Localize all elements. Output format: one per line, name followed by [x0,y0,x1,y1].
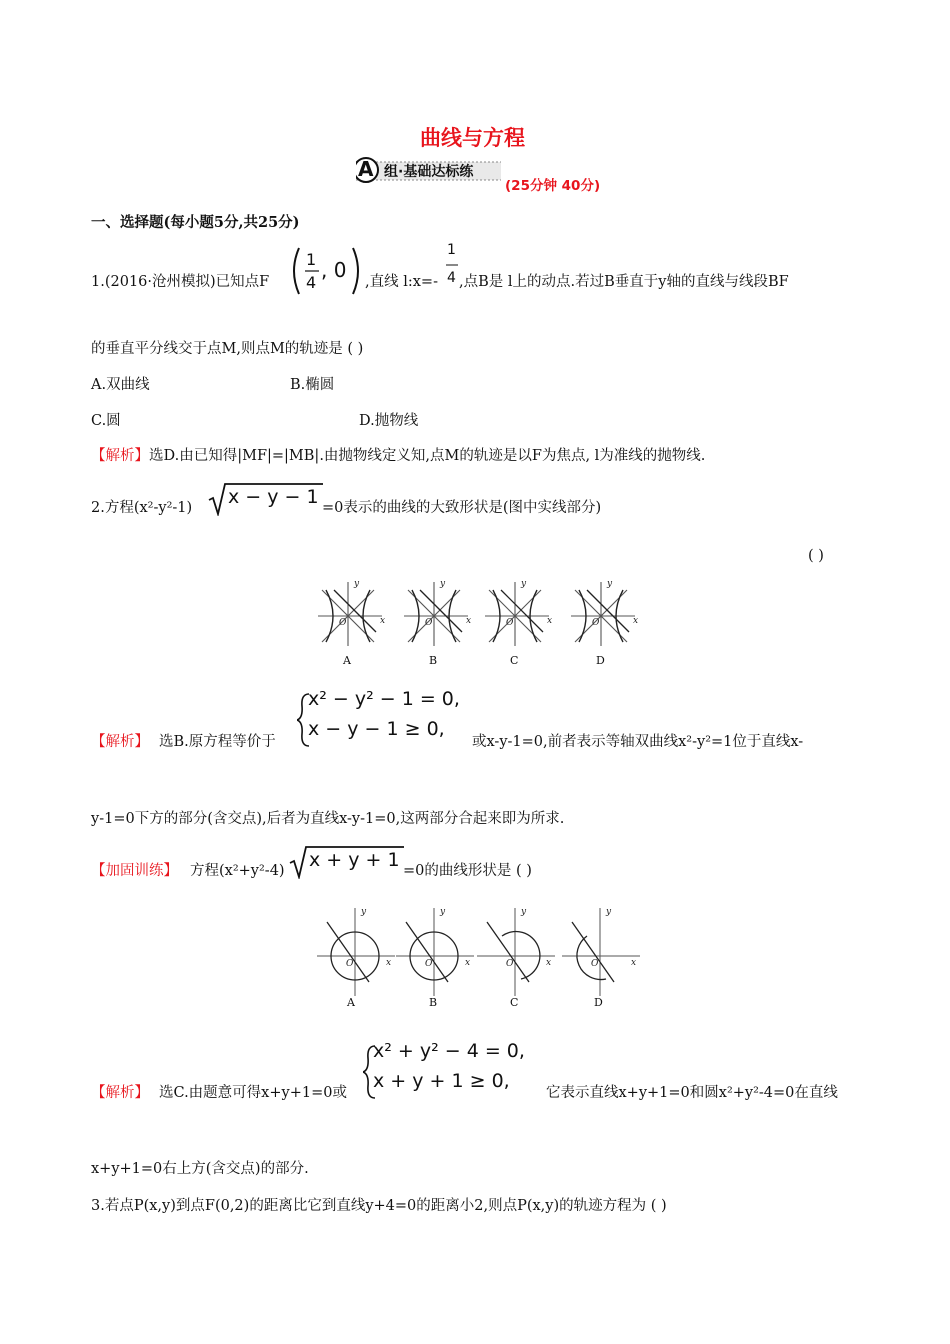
svg-text:x: x [386,958,392,968]
q2-sqrt-content: x − y − 1 [228,486,319,508]
svg-text:y: y [361,907,367,917]
q1-mid: ,直线 l:x=- [365,274,438,290]
analysis-extra-mid: 它表示直线x+y+1=0和圆x²+y²-4=0在直线 [546,1085,838,1101]
svg-text:x: x [466,616,472,626]
analysis-text: 选D.由已知得|MF|=|MB|.由抛物线定义知,点M的轨迹是以F为焦点, l为准线的抛物线. [149,448,706,464]
extra-sqrt-content: x + y + 1 [309,849,400,871]
analysis-2 [91,688,871,753]
group-letter: A [358,157,374,181]
analysis-2-mid: 或x-y-1=0,前者表示等轴双曲线x²-y²=1位于直线x- [472,734,804,750]
svg-text:O: O [425,959,433,969]
analysis-tag: 【解析】 [91,1085,149,1101]
svg-text:y: y [354,579,360,589]
svg-text:x: x [465,958,471,968]
svg-text:O: O [346,959,354,969]
analysis-extra-line-2: x+y+1=0右上方(含交点)的部分. [91,1161,309,1177]
option-a: A.双曲线 [91,377,150,393]
figure-label-a: A [343,654,351,667]
svg-text:y: y [521,907,527,917]
svg-text:O: O [591,959,599,969]
figure-label-a: A [347,996,355,1009]
analysis-extra-pre: 选C.由题意可得x+y+1=0或 [159,1085,347,1101]
fraction-bar-icon [446,263,460,267]
analysis-tag: 【解析】 [91,448,149,464]
time-note: (25分钟 40分) [505,178,601,194]
group-label: 组·基础达标练 [384,164,474,180]
question-1-line-2: 的垂直平分线交于点M,则点M的轨迹是 ( ) [91,341,364,357]
option-b: B.椭圆 [290,377,335,393]
page-title: 曲线与方程 [420,126,525,150]
figure-label-b: B [429,996,438,1009]
extra-pre: 方程(x²+y²-4) [190,863,285,879]
figure-label-b: B [429,654,438,667]
svg-text:y: y [440,907,446,917]
analysis-2-line-2: y-1=0下方的部分(含交点),后者为直线x-y-1=0,这两部分合起来即为所求. [91,811,565,827]
svg-text:x: x [546,958,552,968]
q1-post: ,点B是 l上的动点.若过B垂直于y轴的直线与线段BF [459,274,789,290]
svg-text:y: y [606,907,612,917]
extra-tag: 【加固训练】 [91,863,178,879]
svg-text:O: O [506,618,514,628]
circle-figures-icon [310,904,650,1010]
figure-label-d: D [594,996,603,1009]
q2-post: =0表示的曲线的大致形状是(图中实线部分) [322,500,602,516]
point-denominator: 4 [306,273,317,292]
svg-text:y: y [521,579,527,589]
question-3: 3.若点P(x,y)到点F(0,2)的距离比它到直线y+4=0的距离小2,则点P(x,y)的轨迹方程为 ( ) [91,1198,667,1214]
svg-text:y: y [607,579,613,589]
option-d: D.抛物线 [359,413,419,429]
svg-text:O: O [506,959,514,969]
figure-q2 [310,578,650,670]
figure-label-c: C [510,654,519,667]
group-badge [356,154,506,184]
q2-pre: 2.方程(x²-y²-1) [91,500,193,516]
line-denominator: 4 [447,270,456,286]
section-heading: 一、选择题(每小题5分,共25分) [91,214,300,231]
system-line-1: x² − y² − 1 = 0, [308,688,460,710]
svg-text:O: O [592,618,600,628]
question-2-paren: ( ) [808,548,824,564]
point-numerator: 1 [306,250,317,269]
point-rest: , 0 [321,258,347,282]
svg-text:y: y [440,579,446,589]
figure-label-d: D [596,654,605,667]
svg-text:O: O [425,618,433,628]
analysis-1 [91,444,705,465]
extra-post: =0的曲线形状是 ( ) [403,863,532,879]
system-line-2: x − y − 1 ≥ 0, [308,718,445,740]
svg-text:O: O [339,618,347,628]
figure-label-c: C [510,996,519,1009]
svg-text:x: x [380,616,386,626]
analysis-extra [91,1040,871,1105]
svg-text:x: x [633,616,639,626]
analysis-tag: 【解析】 [91,734,149,750]
q1-pre: 1.(2016·沧州模拟)已知点F [91,274,270,290]
svg-text:x: x [631,958,637,968]
system-line-1: x² + y² − 4 = 0, [373,1040,525,1062]
svg-text:x: x [547,616,553,626]
option-c: C.圆 [91,413,121,429]
analysis-2-pre: 选B.原方程等价于 [159,734,276,750]
system-line-2: x + y + 1 ≥ 0, [373,1070,510,1092]
line-numerator: 1 [447,242,456,258]
figure-extra [310,904,650,1010]
